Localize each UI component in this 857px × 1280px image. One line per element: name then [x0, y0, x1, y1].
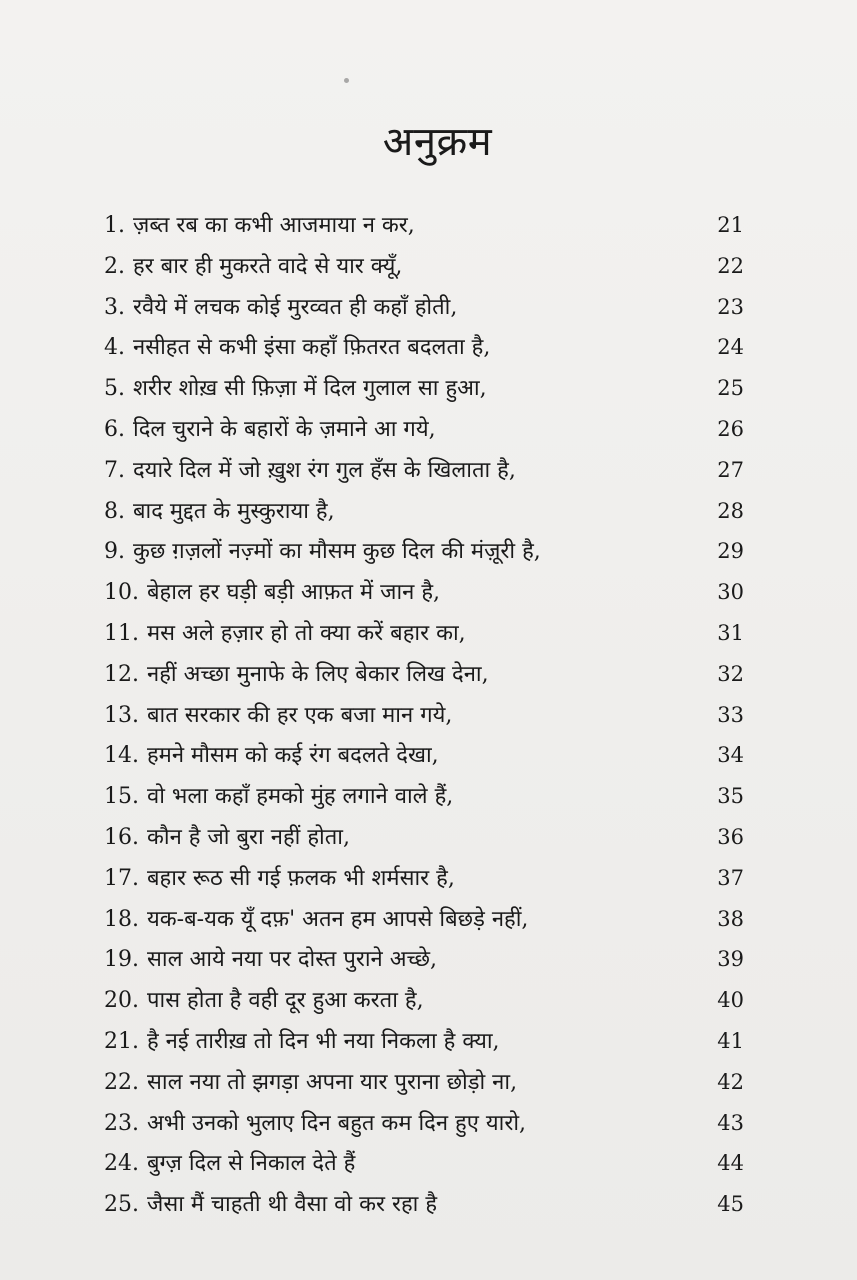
toc-entry-page-number: 29: [717, 539, 744, 564]
toc-entry-number: 23.: [104, 1110, 139, 1136]
toc-entry-page-number: 45: [717, 1192, 744, 1217]
toc-entry-title: दिल चुराने के बहारों के ज़माने आ गये,: [133, 416, 436, 442]
toc-entry: [104, 695, 744, 736]
toc-entry-heading: [104, 1185, 437, 1226]
toc-entry-heading: [104, 451, 516, 492]
toc-entry: [104, 368, 744, 409]
toc-entry-page-number: 23: [717, 294, 744, 319]
toc-entry-page-number: 31: [717, 620, 744, 645]
toc-entry-number: 9.: [104, 539, 125, 565]
toc-entry-heading: [104, 777, 453, 818]
toc-entry: [104, 1103, 744, 1144]
toc-entry-heading: [104, 1104, 526, 1145]
toc-entry: [104, 980, 744, 1021]
toc-entry-number: 5.: [104, 376, 125, 402]
toc-entry: [104, 1062, 744, 1103]
toc-entry-heading: [104, 369, 487, 410]
toc-entry: [104, 899, 744, 940]
toc-entry-title: कौन है जो बुरा नहीं होता,: [147, 824, 350, 850]
toc-entry-heading: [104, 736, 439, 777]
toc-entry-title: जैसा मैं चाहती थी वैसा वो कर रहा है: [147, 1192, 438, 1218]
toc-entry-heading: [104, 696, 452, 737]
toc-entry-heading: [104, 206, 415, 247]
toc-entry-title: हर बार ही मुकरते वादे से यार क्यूँ,: [133, 253, 403, 279]
toc-entry-number: 11.: [104, 620, 139, 646]
toc-entry-page-number: 40: [717, 988, 744, 1013]
toc-entry-page-number: 30: [717, 580, 744, 605]
toc-entry-number: 24.: [104, 1151, 139, 1177]
toc-entry: [104, 450, 744, 491]
toc-entry: [104, 531, 744, 572]
toc-entry-page-number: 42: [717, 1069, 744, 1094]
toc-entry-page-number: 34: [717, 743, 744, 768]
toc-entry-number: 10.: [104, 580, 139, 606]
toc-entry-title: दयारे दिल में जो ख़ुश रंग गुल हँस के खिलाता है,: [133, 457, 516, 483]
toc-entry-number: 4.: [104, 335, 125, 361]
toc-entry-heading: [104, 1144, 355, 1185]
toc-entry: [104, 205, 744, 246]
toc-entry-page-number: 25: [717, 376, 744, 401]
toc-entry-page-number: 27: [717, 457, 744, 482]
toc-entry: [104, 939, 744, 980]
toc-entry-heading: [104, 614, 466, 655]
toc-entry-title: बेहाल हर घड़ी बड़ी आफ़त में जान है,: [147, 580, 441, 606]
toc-entry: [104, 572, 744, 613]
toc-entry: [104, 246, 744, 287]
toc-entry-title: साल नया तो झगड़ा अपना यार पुराना छोड़ो ना,: [147, 1069, 518, 1095]
toc-entry: [104, 735, 744, 776]
toc-entry-heading: [104, 1022, 500, 1063]
toc-entry-number: 15.: [104, 784, 139, 810]
toc-entry-title: ज़ब्त रब का कभी आजमाया न कर,: [133, 213, 415, 238]
toc-entry-page-number: 43: [717, 1110, 744, 1135]
table-of-contents: [104, 205, 744, 1225]
toc-entry-page-number: 38: [717, 906, 744, 931]
toc-entry-heading: [104, 818, 350, 859]
toc-entry-title: बहार रूठ सी गई फ़लक भी शर्मसार है,: [147, 865, 455, 891]
toc-entry-number: 22.: [104, 1069, 139, 1095]
toc-entry-heading: [104, 859, 455, 900]
toc-entry: [104, 1184, 744, 1225]
toc-entry-title: है नई तारीख़ तो दिन भी नया निकला है क्या,: [147, 1028, 500, 1054]
toc-entry-page-number: 22: [717, 253, 744, 278]
toc-entry-page-number: 39: [717, 947, 744, 972]
toc-entry-title: अभी उनको भुलाए दिन बहुत कम दिन हुए यारो,: [147, 1110, 527, 1136]
toc-entry-title: बात सरकार की हर एक बजा मान गये,: [147, 702, 453, 728]
toc-entry: [104, 1143, 744, 1184]
toc-entry-number: 8.: [104, 498, 125, 524]
toc-entry-title: पास होता है वही दूर हुआ करता है,: [147, 988, 424, 1014]
toc-entry-number: 3.: [104, 294, 125, 320]
toc-entry: [104, 817, 744, 858]
toc-entry-page-number: 41: [717, 1028, 744, 1053]
toc-entry-page-number: 28: [717, 498, 744, 523]
toc-entry-number: 17.: [104, 865, 139, 891]
toc-entry-heading: [104, 655, 489, 696]
toc-entry-page-number: 37: [717, 865, 744, 890]
toc-entry-number: 25.: [104, 1192, 139, 1218]
toc-entry-heading: [104, 288, 457, 329]
toc-entry-number: 12.: [104, 661, 139, 687]
toc-entry-title: कुछ ग़ज़लों नज़्मों का मौसम कुछ दिल की मंज़ूरी है,: [133, 539, 541, 565]
toc-entry-page-number: 26: [717, 416, 744, 441]
toc-entry-page-number: 36: [717, 824, 744, 849]
toc-entry-number: 18.: [104, 906, 139, 932]
toc-entry-heading: [104, 532, 541, 573]
toc-entry-heading: [104, 940, 437, 981]
toc-entry-heading: [104, 1063, 517, 1104]
toc-entry-title: बाद मुद्दत के मुस्कुराया है,: [133, 498, 335, 524]
toc-entry-title: नहीं अच्छा मुनाफे के लिए बेकार लिख देना,: [147, 661, 489, 687]
toc-entry-heading: [104, 410, 436, 451]
toc-entry-number: 16.: [104, 824, 139, 850]
toc-entry-title: साल आये नया पर दोस्त पुराने अच्छे,: [147, 947, 438, 973]
toc-entry-number: 19.: [104, 947, 139, 973]
toc-entry: [104, 654, 744, 695]
toc-entry-page-number: 35: [717, 784, 744, 809]
toc-entry-title: हमने मौसम को कई रंग बदलते देखा,: [147, 743, 439, 769]
toc-entry-number: 6.: [104, 416, 125, 442]
toc-entry: [104, 491, 744, 532]
toc-entry-page-number: 44: [717, 1151, 744, 1176]
toc-entry-page-number: 33: [717, 702, 744, 727]
toc-entry-heading: [104, 328, 490, 369]
toc-entry: [104, 613, 744, 654]
toc-entry-number: 2.: [104, 253, 125, 279]
toc-entry: [104, 287, 744, 328]
toc-entry: [104, 1021, 744, 1062]
toc-entry-heading: [104, 900, 528, 941]
toc-entry: [104, 409, 744, 450]
toc-entry-number: 21.: [104, 1028, 139, 1054]
toc-entry-title: शरीर शोख़ सी फ़िज़ा में दिल गुलाल सा हुआ,: [133, 376, 487, 402]
toc-entry-page-number: 24: [717, 335, 744, 360]
toc-entry-number: 14.: [104, 743, 139, 769]
toc-entry: [104, 327, 744, 368]
toc-entry-heading: [104, 492, 335, 533]
toc-entry-heading: [104, 981, 424, 1022]
toc-entry: [104, 858, 744, 899]
toc-entry: [104, 776, 744, 817]
toc-entry-title: वो भला कहाँ हमको मुंह लगाने वाले हैं,: [147, 784, 454, 810]
toc-entry-number: 1.: [104, 213, 125, 238]
page-title: अनुक्रम: [382, 119, 493, 165]
ink-speck: [344, 78, 349, 83]
toc-entry-title: बुग्ज़ दिल से निकाल देते हैं: [147, 1151, 356, 1177]
toc-entry-number: 13.: [104, 702, 139, 728]
toc-entry-page-number: 21: [717, 213, 744, 237]
toc-entry-page-number: 32: [717, 661, 744, 686]
toc-entry-number: 20.: [104, 988, 139, 1014]
toc-entry-number: 7.: [104, 457, 125, 483]
toc-entry-title: मस अले हज़ार हो तो क्या करें बहार का,: [147, 620, 466, 646]
toc-entry-title: यक-ब-यक यूँ दफ़' अतन हम आपसे बिछड़े नहीं,: [147, 906, 529, 932]
toc-entry-title: नसीहत से कभी इंसा कहाँ फ़ितरत बदलता है,: [133, 335, 491, 361]
toc-entry-heading: [104, 573, 440, 614]
toc-entry-title: रवैये में लचक कोई मुरव्वत ही कहाँ होती,: [133, 294, 458, 320]
toc-entry-heading: [104, 247, 402, 288]
